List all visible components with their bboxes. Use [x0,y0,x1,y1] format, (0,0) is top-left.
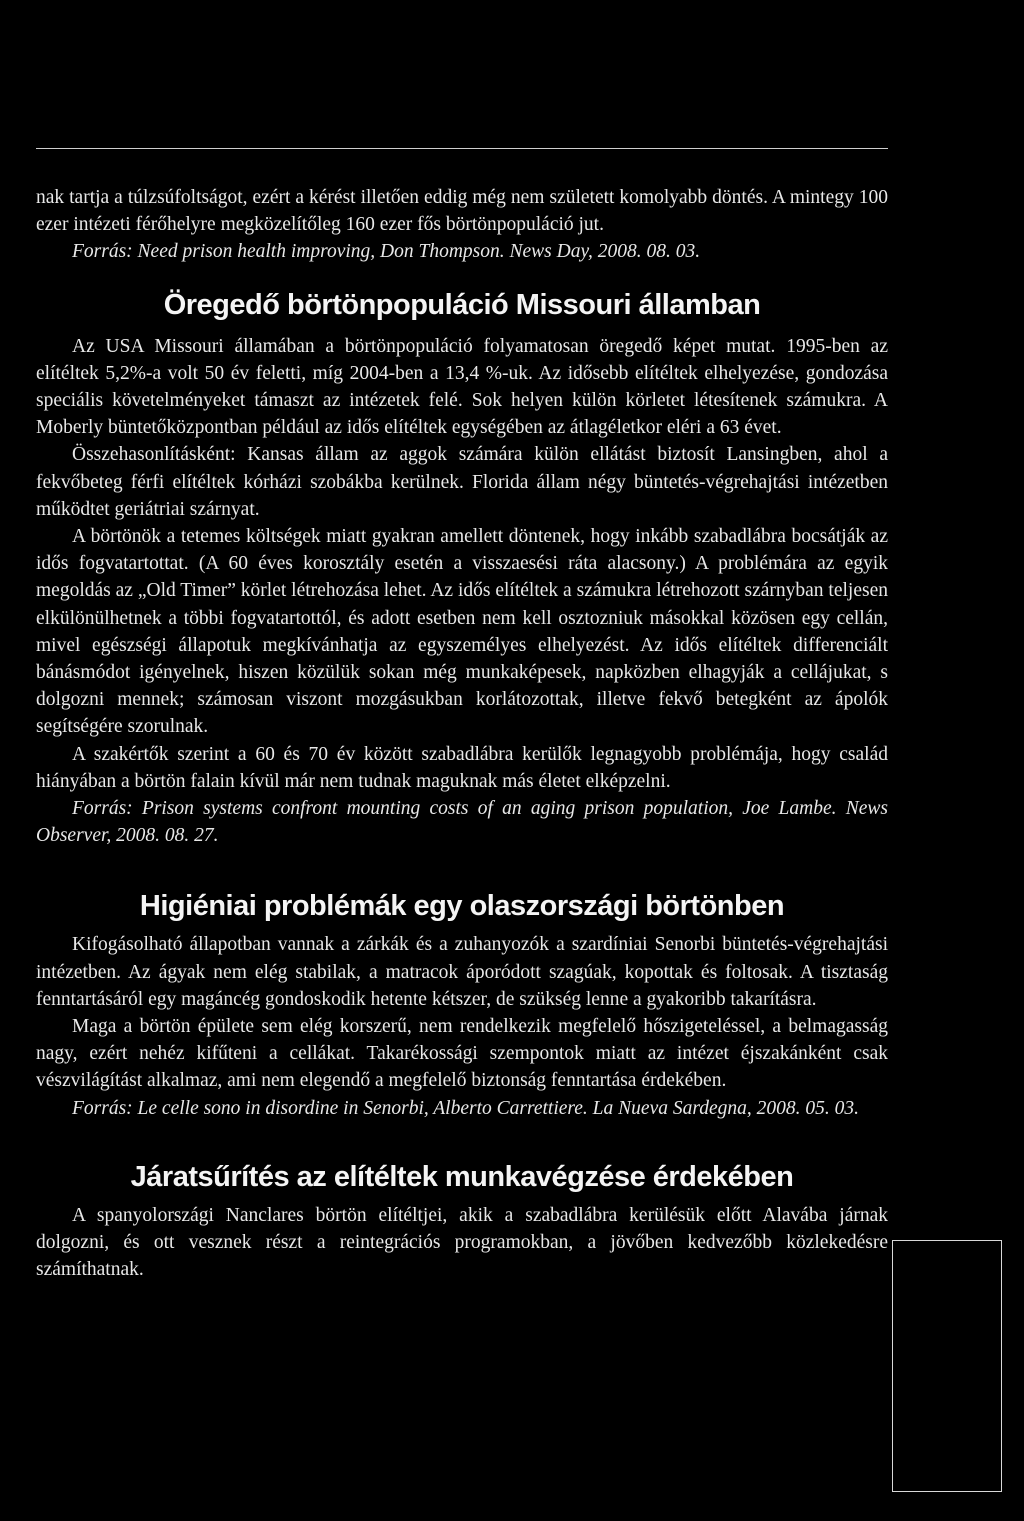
top-rule [36,148,888,149]
paragraph: A börtönök a tetemes költségek miatt gyakran amellett döntenek, hogy inkább szabadlábra bocsátják az idős fogvatartottat. (A 60 éves korosztály esetén a visszaesési ráta alacsony.) A problémára az egyik megoldás az „Old Timer” körlet létrehozása lehet. Az idős elítéltek a számukra létrehozott szárnyban teljesen elkülönülhetnek a többi fogvatartottól, és adott esetben nem kell osztozniuk másokkal közösen egy cellán, mivel egészségi állapotuk megkívánhatja az egyszemélyes elhelyezést. Az idős elítéltek differenciált bánásmódot igényelnek, hiszen közülük sokan még munkaképesek, napközben elhagyják a cellájukat, s dolgozni mennek; számosan viszont mozgásukban korlátozottak, illetve fekvő betegként az ápolók segítségére szorulnak. [36,526,888,738]
paragraph: A szakértők szerint a 60 és 70 év között szabadlábra kerülők legnagyobb problémája, hogy család hiányában a börtön falain kívül már nem tudnak maguknak más életet elképzelni. [36,743,888,792]
article-column [36,184,888,1284]
source-citation: Forrás: Le celle sono in disordine in Senorbi, Alberto Carrettiere. La Nueva Sardegna, 2008. 05. 03. [72,1097,859,1119]
section-heading-transport: Járatsűrítés az elítéltek munkavégzése érdekében [130,1160,794,1193]
source-citation: Forrás: Need prison health improving, Don Thompson. News Day, 2008. 08. 03. [72,241,701,263]
margin-box [892,1240,1002,1492]
paragraph: Maga a börtön épülete sem elég korszerű, nem rendelkezik megfelelő hőszigeteléssel, a belmagasság nagy, ezért nehéz kifűteni a cellákat. Takarékossági szempontok miatt az intézet éjszakánként csak vészvilágítást alkalmaz, ami nem elegendő a megfelelő biztonság fenntartása érdekében. [36,1016,888,1092]
paragraph: Kifogásolható állapotban vannak a zárkák és a zuhanyozók a szardíniai Senorbi büntetés-végrehajtási intézetben. Az ágyak nem elég stabilak, a matracok áporódott szagúak, kopottak és foltosak. A tisztaság fenntartásáról egy magáncég gondoskodik hetente kétszer, de szükség lenne a gyakoribb takarításra. [36,934,888,1010]
section-heading-hygiene: Higiéniai problémák egy olaszországi börtönben [139,890,785,923]
paragraph: A spanyolországi Nanclares börtön elítéltjei, akik a szabadlábra kerülésük előtt Alavába járnak dolgozni, és ott vesznek részt a reintegrációs programokban, a jövőben kedvezőbb közlekedésre számíthatnak. [36,1204,888,1281]
paragraph: Összehasonlításként: Kansas állam az aggok számára külön ellátást biztosít Lansingben, ahol a fekvőbeteg férfi elítéltek kórházi szobákba kerülnek. Florida állam négy büntetés-végrehajtási intézetben működtet geriátriai szárnyat. [36,444,888,520]
paragraph: Az USA Missouri államában a börtönpopuláció folyamatosan öregedő képet mutat. 1995-ben az elítéltek 5,2%-a volt 50 év feletti, míg 2004-ben a 13,4 %-uk. Az idősebb elítéltek elhelyezése, gondozása speciális követelményeket támaszt az intézetek felé. Sok helyen külön körletet létesítenek számukra. A Moberly büntetőközpontban például az idős elítéltek egységében az átlagéletkor eléri a 63 évet. [36,335,888,439]
source-citation: Forrás: Prison systems confront mounting costs of an aging prison population, Joe Lambe. News Observer, 2008. 08. 27. [36,798,888,847]
section-heading-missouri: Öregedő börtönpopuláció Missouri államban [163,288,761,321]
paragraph: nak tartja a túlzsúfoltságot, ezért a kérést illetően eddig még nem született komolyabb döntés. A mintegy 100 ezer intézeti férőhelyre megközelítőleg 160 ezer fős börtönpopuláció jut. [36,187,888,236]
